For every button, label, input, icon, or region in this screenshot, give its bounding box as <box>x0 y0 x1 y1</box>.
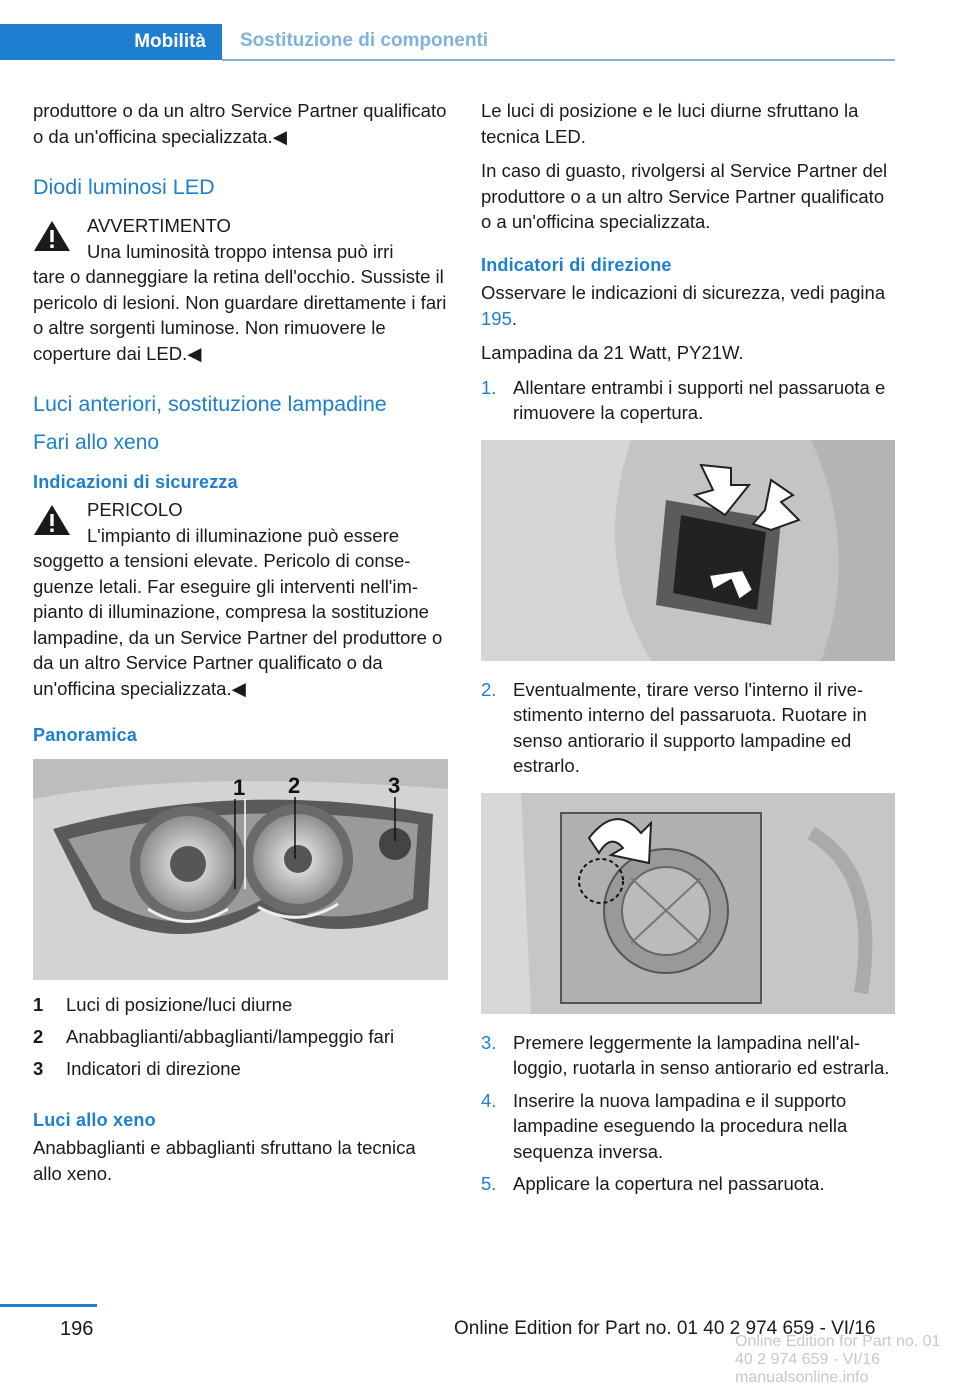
service-text: In caso di guasto, rivolgersi al Service Partner del produttore o a un altro Service Partner qualificato o a un'officina specializzata. <box>481 160 888 232</box>
legend-text: Indicatori di direzione <box>66 1057 241 1079</box>
legend-row <box>33 1056 449 1088</box>
header-rule <box>222 59 895 61</box>
legend-text: Luci di posizione/luci diurne <box>66 993 293 1015</box>
danger-text: soggetto a tensioni elevate. Pericolo di conseguenze letali. Far eseguire gli interventi nell'impianto di illuminazione, compresa la sostituzione lampadine, da un Service Partner del produttore o da un altro Service Partner qualificato o da un'officina specializzata.◀ <box>33 550 443 699</box>
steps-list <box>481 677 896 779</box>
page-link[interactable]: 195 <box>481 307 512 329</box>
legend-table <box>33 992 449 1088</box>
warning-block <box>33 213 449 366</box>
step-number: 5. <box>481 1173 497 1194</box>
front-lights-heading: Luci anteriori, sostituzione lampadine <box>33 392 387 416</box>
danger-block <box>33 497 449 701</box>
warning-triangle-icon <box>33 503 71 537</box>
legend-row <box>33 992 449 1024</box>
callout-2: 2 <box>288 772 301 798</box>
legend-number: 3 <box>33 1057 44 1079</box>
led-info-text: Le luci di posizione e le luci diurne sfruttano la tecnica LED. <box>481 100 859 147</box>
overview-heading: Panoramica <box>33 725 138 745</box>
step-text: Inserire la nuova lampadina e il supporto lampadine eseguendo la procedura nella sequenza inversa. <box>513 1089 848 1162</box>
warning-first-line: Una luminosità troppo intensa può irri <box>87 240 394 262</box>
indicators-heading: Indicatori di direzione <box>481 254 672 275</box>
safety-reference: Osservare le indicazioni di sicurezza, vedi pagina 195. <box>481 282 886 329</box>
xenon-lights-text: Anabbaglianti e abbaglianti sfruttano la tecnica allo xeno. <box>33 1137 416 1184</box>
step-text: Applicare la copertura nel passaruota. <box>513 1173 825 1194</box>
legend-number: 1 <box>33 993 44 1015</box>
right-column <box>481 98 896 1204</box>
legend-row <box>33 1024 449 1056</box>
callout-1: 1 <box>233 774 246 800</box>
step-number: 2. <box>481 678 497 700</box>
warning-text: tare o danneggiare la retina dell'occhio. Sussiste il pericolo di lesioni. Non guardare direttamente i fari o altre sorgenti luminose. Non rimuovere le coperture dai LED.◀ <box>33 266 447 364</box>
step-text: Premere leggermente la lampadina nell'alloggio, ruotarla in senso antiorario ed estrarla. <box>513 1031 890 1078</box>
step-number: 3. <box>481 1031 497 1053</box>
warning-triangle-icon <box>33 219 71 253</box>
danger-first-line: L'impianto di illuminazione può essere <box>87 524 400 546</box>
intro-text: produttore o da un altro Service Partner qualificato o da un'officina specializzata.◀ <box>33 100 447 147</box>
step-item <box>481 375 896 426</box>
page-header <box>0 0 895 62</box>
wheel-arch-cover-image <box>481 440 895 661</box>
steps-list <box>481 375 896 426</box>
step-item <box>481 1030 896 1081</box>
step-item <box>481 1171 896 1197</box>
bulb-spec: Lampadina da 21 Watt, PY21W. <box>481 342 744 363</box>
step-text: Eventualmente, tirare verso l'interno il rivestimento interno del passaruota. Ruotare in senso antiorario il supporto lampadine ed estrarlo. <box>513 678 867 776</box>
warning-label: AVVERTIMENTO <box>87 215 231 236</box>
xenon-lights-heading: Luci allo xeno <box>33 1109 156 1130</box>
section-tab: Mobilità <box>0 24 222 60</box>
step-text: Allentare entrambi i supporti nel passaruota e rimuovere la copertura. <box>513 376 886 423</box>
headlight-overview-image <box>33 759 448 980</box>
edition-text: Online Edition for Part no. 01 40 2 974 659 - VI/16 <box>454 1318 876 1339</box>
step-item <box>481 677 896 779</box>
legend-text: Anabbaglianti/abbaglianti/lampeggio fari <box>66 1025 395 1047</box>
bulb-holder-image <box>481 793 895 1014</box>
xenon-heading: Fari allo xeno <box>33 431 160 454</box>
legend-number: 2 <box>33 1025 44 1047</box>
step-number: 1. <box>481 376 497 398</box>
left-column <box>33 98 449 1195</box>
led-heading: Diodi luminosi LED <box>33 175 215 199</box>
watermark: Online Edition for Part no. 01 40 2 974 659 - VI/16 manualsonline.info <box>735 1333 941 1386</box>
footer-rule <box>0 1304 97 1307</box>
chapter-title: Sostituzione di componenti <box>240 30 489 51</box>
steps-list <box>481 1030 896 1197</box>
step-item <box>481 1088 896 1165</box>
callout-3: 3 <box>388 772 401 798</box>
safety-heading: Indicazioni di sicurezza <box>33 471 238 492</box>
step-number: 4. <box>481 1089 497 1111</box>
page-number: 196 <box>60 1318 94 1340</box>
danger-label: PERICOLO <box>87 499 183 520</box>
